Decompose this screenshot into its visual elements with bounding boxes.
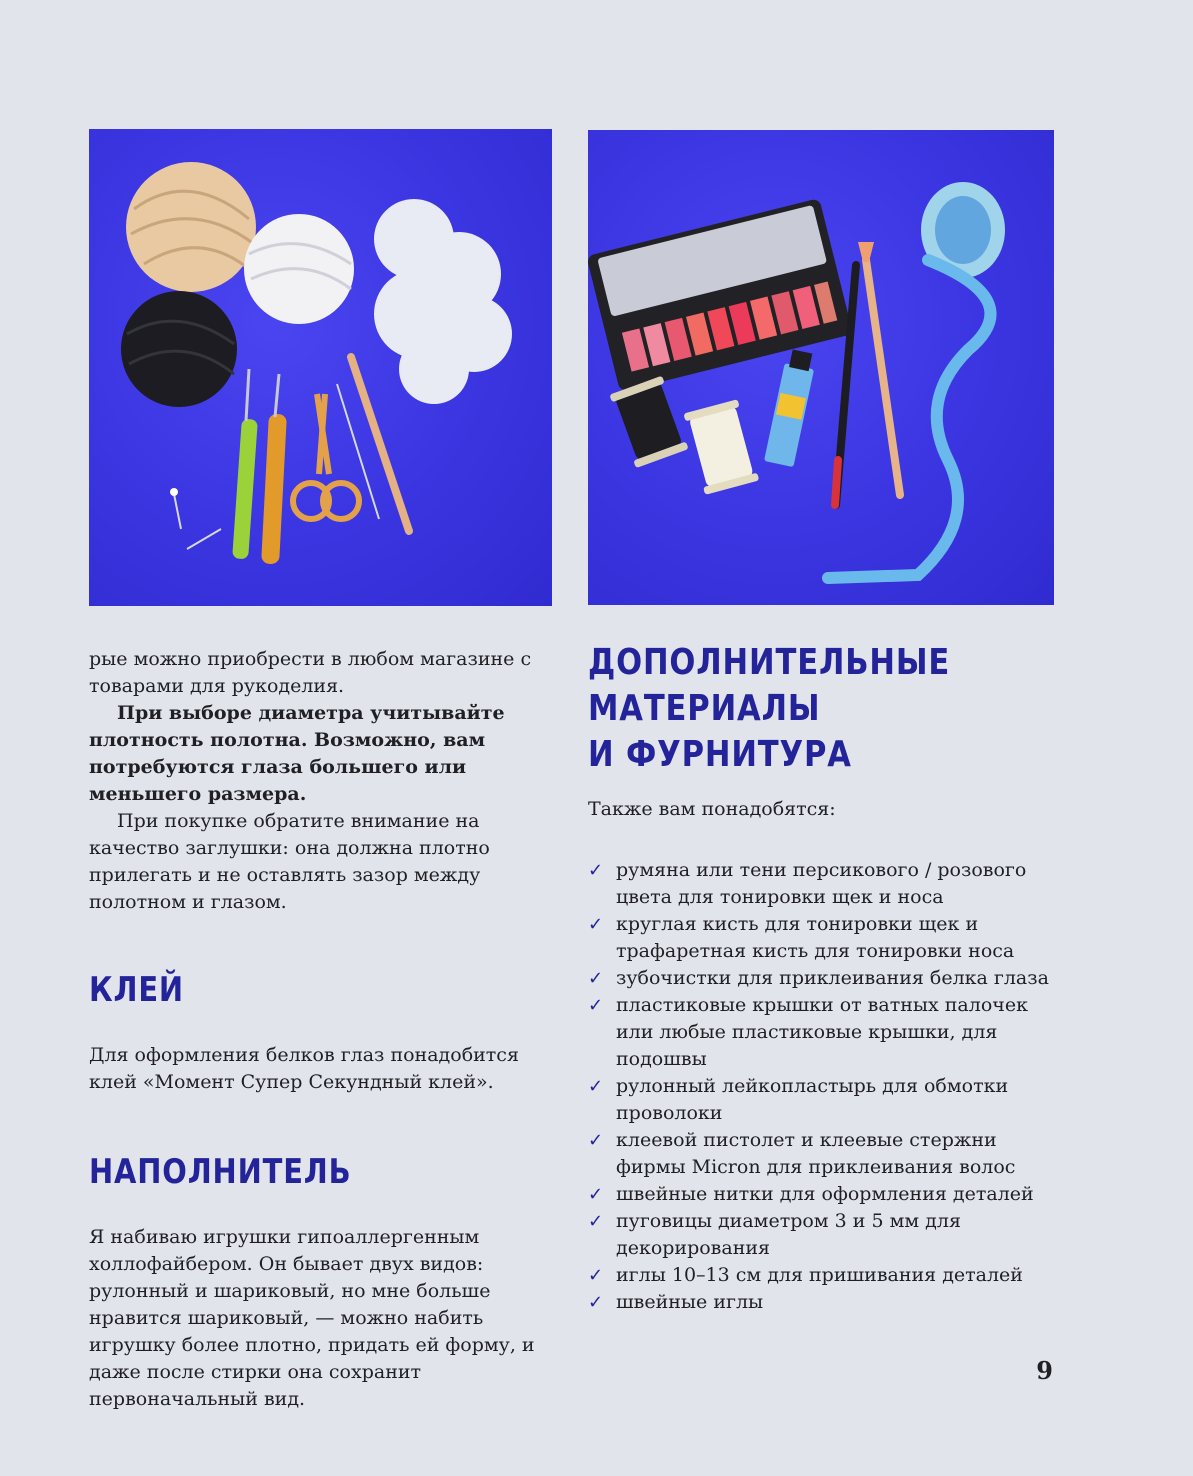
checklist-item-text: рулонный лейкопластырь для обмотки проволоки [616,1075,1009,1124]
heading-extra-materials [588,640,988,778]
paragraph-filler: Я набиваю игрушки гипоаллергенным холлофайбером. Он бывает двух видов: рулонный и шариковый, но мне больше нравится шариковый, — можно набить игрушку более плотно, придать ей форму, и даже после стирки она сохранит первоначальный вид. [89,1226,535,1410]
checklist-item-text: круглая кисть для тонировки щек и трафаретная кисть для тонировки носа [616,913,1015,962]
checklist-item-text: пластиковые крышки от ватных палочек или любые пластиковые крышки, для подошвы [616,994,1028,1070]
checkmark-icon: ✓ [588,1130,604,1151]
yarn-tools-illustration [89,129,552,606]
checkmark-icon: ✓ [588,914,604,935]
photo-extra-materials [588,130,1054,605]
page-number: 9 [1036,1356,1053,1385]
checkmark-icon: ✓ [588,1184,604,1205]
left-text-column [89,646,559,1413]
checklist-item [588,1181,1058,1208]
checklist-item-text: пуговицы диаметром 3 и 5 мм для декорирования [616,1210,961,1259]
paragraph-glue: Для оформления белков глаз понадобится клей «Момент Супер Секундный клей». [89,1044,519,1093]
checklist-item [588,992,1058,1073]
checklist-item [588,1289,1058,1316]
checkmark-icon: ✓ [588,1211,604,1232]
materials-illustration [588,130,1054,605]
paragraph-continued: рые можно приобрести в любом магазине с товарами для рукоделия. [89,648,532,697]
checkmark-icon: ✓ [588,860,604,881]
heading-filler: НАПОЛНИТЕЛЬ [89,1152,352,1192]
checkmark-icon: ✓ [588,1292,604,1313]
photo-yarn-and-tools [89,129,552,606]
checklist-item [588,1073,1058,1127]
checklist-item-text: клеевой пистолет и клеевые стержни фирмы Micron для приклеивания волос [616,1129,1016,1178]
paragraph-extra-intro: Также вам понадобятся: [588,798,836,820]
checklist-item [588,911,1058,965]
checklist-item-text: швейные иглы [616,1291,764,1313]
heading-extra-line-3: И ФУРНИТУРА [588,734,852,775]
checkmark-icon: ✓ [588,1076,604,1097]
checklist-item-text: зубочистки для приклеивания белка глаза [616,967,1049,989]
checklist-item [588,1208,1058,1262]
heading-extra-line-2: МАТЕРИАЛЫ [588,688,821,729]
heading-extra-line-1: ДОПОЛНИТЕЛЬНЫЕ [588,642,951,683]
checklist-item [588,1127,1058,1181]
heading-glue: КЛЕЙ [89,970,184,1010]
checklist-item-text: иглы 10–13 см для пришивания деталей [616,1264,1023,1286]
checklist-item-text: румяна или тени персикового / розового цвета для тонировки щек и носа [616,859,1027,908]
materials-checklist [588,857,1058,1316]
checklist-item [588,857,1058,911]
checklist-item [588,1262,1058,1289]
checkmark-icon: ✓ [588,995,604,1016]
right-text-column [588,640,1058,1316]
checklist-item-text: швейные нитки для оформления деталей [616,1183,1034,1205]
paragraph-diameter-note: При выборе диаметра учитывайте плотность полотна. Возможно, вам потребуются глаза большего или меньшего размера. [89,702,505,805]
paragraph-plug-note: При покупке обратите внимание на качество заглушки: она должна плотно прилегать и не оставлять зазор между полотном и глазом. [89,810,490,913]
checkmark-icon: ✓ [588,968,604,989]
checkmark-icon: ✓ [588,1265,604,1286]
checklist-item [588,965,1058,992]
